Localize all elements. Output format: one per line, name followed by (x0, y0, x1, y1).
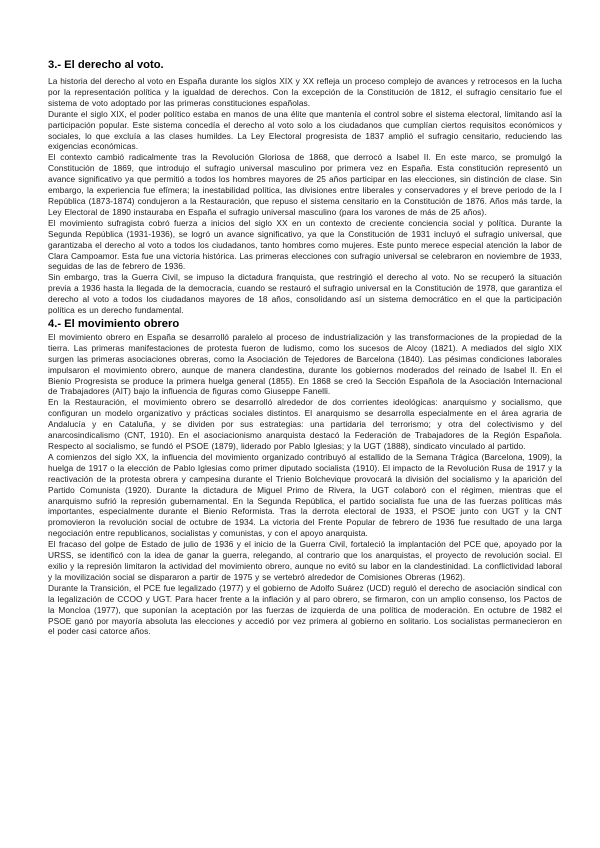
paragraph: El fracaso del golpe de Estado de julio de 1936 y el inicio de la Guerra Civil, fortaleció la implantación del PCE que, apoyado por la URSS, se identificó con la idea de ganar la guerra, relegando, al contrario que los anarquistas, el proyecto de revolución social. El exilio y la represión limitaron la actividad del movimiento obrero, aunque no evitó su labor en la clandestinidad. La conflictividad laboral y la movilización social se dispararon a partir de 1975 y se vertebró alrededor de Comisiones Obreras (1962). (48, 539, 562, 582)
paragraph: En la Restauración, el movimiento obrero se desarrolló alrededor de dos corrientes ideológicas: anarquismo y socialismo, que configuran un modelo organizativo y prácticas sociales distintos. El anarquismo se desarrolla especialmente en el área agraria de Andalucía y en Cataluña, y se dividen por sus estrategias: una partidaria del terrorismo; y otra del colectivismo y del anarcosindicalismo (CNT, 1910). En el asociacionismo anarquista destacó la Federación de Trabajadores de la Región Española. Respecto al socialismo, se fundó el PSOE (1879), liderado por Pablo Iglesias; y la UGT (1888), sindicato vinculado al partido. (48, 397, 562, 451)
document-page (48, 58, 562, 637)
section-heading: 3.- El derecho al voto. (48, 59, 164, 71)
paragraph: A comienzos del siglo XX, la influencia del movimiento organizado contribuyó al estallido de la Semana Trágica (Barcelona, 1909), la huelga de 1917 o la elección de Pablo Iglesias como primer diputado socialista (1910). El impacto de la Revolución Rusa de 1917 y la reactivación de la protesta obrera y campesina durante el Trienio Bolchevique provocará la división del socialismo y la aparición del Partido Comunista (1920). Durante la dictadura de Miguel Primo de Rivera, la UGT colaboró con el régimen, mientras que el anarquismo sufrió la represión gubernamental. En la Segunda República, el partido socialista fue una de las fuerzas políticas más importantes, especialmente durante el Bienio Reformista. Tras la derrota electoral de 1933, el PSOE junto con UGT y la CNT promovieron la revolución social de octubre de 1934. La victoria del Frente Popular de febrero de 1936 fue resultado de una larga negociación entre republicanos, socialistas y comunistas, y con el apoyo anarquista. (48, 451, 562, 539)
paragraph: Sin embargo, tras la Guerra Civil, se impuso la dictadura franquista, que restringió el derecho al voto. No se recuperó la situación previa a 1936 hasta la llegada de la democracia, cuando se restauró el sufragio universal en la Constitución de 1978, que garantiza el derecho al voto a todos los ciudadanos mayores de 18 años, consolidando así un sistema democrático en el que la participación política es un derecho fundamental. (48, 272, 562, 316)
section-heading: 4.- El movimiento obrero (48, 317, 180, 330)
paragraph: El contexto cambió radicalmente tras la Revolución Gloriosa de 1868, que derrocó a Isabel II. En este marco, se promulgó la Constitución de 1869, que introdujo el sufragio universal masculino por primera vez en España. Esta constitución representó un avance significativo ya que permitió a todos los hombres mayores de 25 años participar en las elecciones, sin distinción de clase. Sin embargo, la experiencia fue efímera; la inestabilidad política, las divisiones entre liberales y conservadores y el breve periodo de la I República (1873-1874) condujeron a la Restauración, que repuso el sistema censitario en la Constitución de 1876. Años más tarde, la Ley Electoral de 1890 instauraba en España el sufragio universal masculino (para los varones de más de 25 años). (48, 152, 562, 217)
section-movimiento-obrero (48, 317, 562, 637)
paragraph: Durante la Transición, el PCE fue legalizado (1977) y el gobierno de Adolfo Suárez (UCD) reguló el derecho de asociación sindical con la legalización de CCOO y UGT. Para hacer frente a la inflación y al paro obrero, se firmaron, con un amplio consenso, los Pactos de la Moncloa (1977), que suponían la aceptación por las fuerzas de izquierda de una política de moderación. En octubre de 1982 el PSOE ganó por mayoría absoluta las elecciones y accedió por vez primera al gobierno en solitario. Los socialistas permanecieron en el poder casi catorce años. (48, 582, 562, 637)
paragraph: Durante el siglo XIX, el poder político estaba en manos de una élite que mantenía el control sobre el sistema electoral, limitando así la participación popular. Este sistema concedía el derecho al voto solo a los ciudadanos que cumplían ciertos requisitos económicos y sociales, lo que excluía a las clases humildes. La Ley Electoral progresista de 1837 amplió el sufragio censitario, reduciendo las exigencias económicas. (48, 108, 562, 152)
paragraph: El movimiento obrero en España se desarrolló paralelo al proceso de industrialización y las transformaciones de la propiedad de la tierra. Las primeras manifestaciones de protesta fueron de ludismo, como los sucesos de Alcoy (1821). A mediados del siglo XIX surgen las primeras asociaciones obreras, como la Asociación de Tejedores de Barcelona (1840). Las pésimas condiciones laborales impulsaron el movimiento obrero, aunque de manera clandestina, durante los gobiernos moderados del reinado de Isabel II. En el Bienio Progresista se produce la primera huelga general (1855). En 1868 se creó la Sección Española de la Asociación Internacional de Trabajadores (AIT) bajo la influencia de figuras como Giuseppe Fanelli. (48, 331, 562, 397)
paragraph: La historia del derecho al voto en España durante los siglos XIX y XX refleja un proceso complejo de avances y retrocesos en la lucha por la representación política y la igualdad de derechos. Con la excepción de la Constitución de 1812, el sufragio censitario fue el sistema de voto adoptado por las primeras constituciones españolas. (48, 76, 562, 108)
paragraph: El movimiento sufragista cobró fuerza a inicios del siglo XX en un contexto de creciente conciencia social y política. Durante la Segunda República (1931-1936), se logró un avance significativo, ya que la Constitución de 1931 incluyó el sufragio universal, que garantizaba el derecho al voto a todos los ciudadanos, tanto hombres como mujeres. Este punto merece especial atención la labor de Clara Campoamor. Esta fue una victoria histórica. Las primeras elecciones con sufragio universal se celebraron en noviembre de 1933, seguidas de las de febrero de 1936. (48, 217, 562, 272)
section-derecho-voto (48, 58, 562, 316)
